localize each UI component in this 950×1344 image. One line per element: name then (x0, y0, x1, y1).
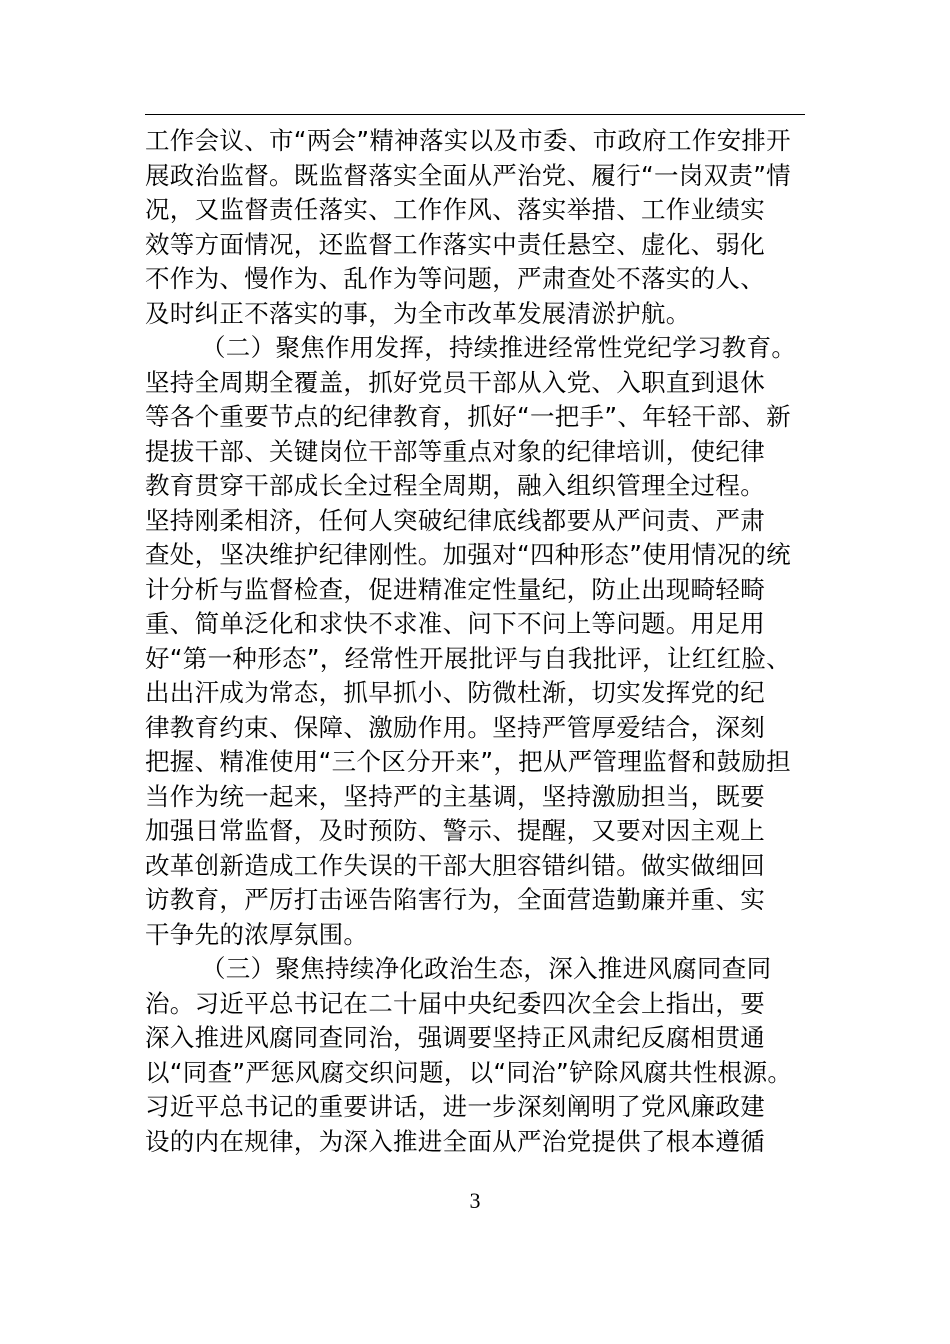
text-line: 坚持全周期全覆盖，抓好党员干部从入党、入职直到退休 (145, 367, 765, 397)
text-line: 律教育约束、保障、激励作用。坚持严管厚爱结合，深刻 (145, 712, 765, 742)
text-line: 加强日常监督，及时预防、警示、提醒，又要对因主观上 (145, 816, 765, 845)
text-line: 好“第一种形态”，经常性开展批评与自我批评，让红红脸、 (145, 643, 791, 673)
text-line: 计分析与监督检查，促进精准定性量纪，防止出现畸轻畸 (145, 574, 765, 604)
text-line: 及时纠正不落实的事，为全市改革发展清淤护航。 (145, 298, 691, 328)
text-line: 不作为、慢作为、乱作为等问题，严肃查处不落实的人、 (145, 264, 765, 293)
text-line: 工作会议、市“两会”精神落实以及市委、市政府工作安排开 (145, 126, 791, 155)
header-rule (145, 114, 805, 115)
text-line: 坚持刚柔相济，任何人突破纪律底线都要从严问责、严肃 (145, 505, 765, 535)
page-number: 3 (469, 1188, 481, 1213)
text-line: 展政治监督。既监督落实全面从严治党、履行“一岗双责”情 (145, 160, 791, 190)
text-line: 查处，坚决维护纪律刚性。加强对“四种形态”使用情况的统 (145, 540, 791, 569)
text-line: 以“同查”严惩风腐交织问题，以“同治”铲除风腐共性根源。 (145, 1057, 793, 1087)
text-line: 干争先的浓厚氛围。 (145, 919, 369, 949)
text-line: 况，又监督责任落实、工作作风、落实举措、工作业绩实 (145, 195, 765, 224)
section-heading-3: （三）聚焦持续净化政治生态，深入推进风腐同查同 (201, 954, 772, 983)
text-line: 教育贯穿干部成长全过程全周期，融入组织管理全过程。 (145, 471, 765, 500)
text-line: 把握、精准使用“三个区分开来”，把从严管理监督和鼓励担 (145, 747, 791, 776)
section-heading-2: （二）聚焦作用发挥，持续推进经常性党纪学习教育。 (201, 333, 797, 362)
text-line: 改革创新造成工作失误的干部大胆容错纠错。做实做细回 (145, 850, 765, 880)
text-line: 出出汗成为常态，抓早抓小、防微杜渐，切实发挥党的纪 (145, 678, 765, 707)
text-line: 设的内在规律，为深入推进全面从严治党提供了根本遵循 (145, 1126, 765, 1156)
text-line: 效等方面情况，还监督工作落实中责任悬空、虚化、弱化 (145, 229, 765, 259)
text-line: 习近平总书记的重要讲话，进一步深刻阐明了党风廉政建 (145, 1092, 765, 1121)
text-line: 治。习近平总书记在二十届中央纪委四次全会上指出，要 (145, 988, 765, 1018)
document-body (145, 124, 825, 1159)
text-line: 访教育，严厉打击诬告陷害行为，全面营造勤廉并重、实 (145, 885, 765, 914)
text-line: 等各个重要节点的纪律教育，抓好“一把手”、年轻干部、新 (145, 402, 791, 431)
text-line: 当作为统一起来，坚持严的主基调，坚持激励担当，既要 (145, 781, 765, 811)
text-line: 重、简单泛化和求快不求准、问下不问上等问题。用足用 (145, 609, 765, 638)
text-line: 深入推进风腐同查同治，强调要坚持正风肃纪反腐相贯通 (145, 1023, 765, 1052)
text-line: 提拔干部、关键岗位干部等重点对象的纪律培训，使纪律 (145, 436, 765, 466)
